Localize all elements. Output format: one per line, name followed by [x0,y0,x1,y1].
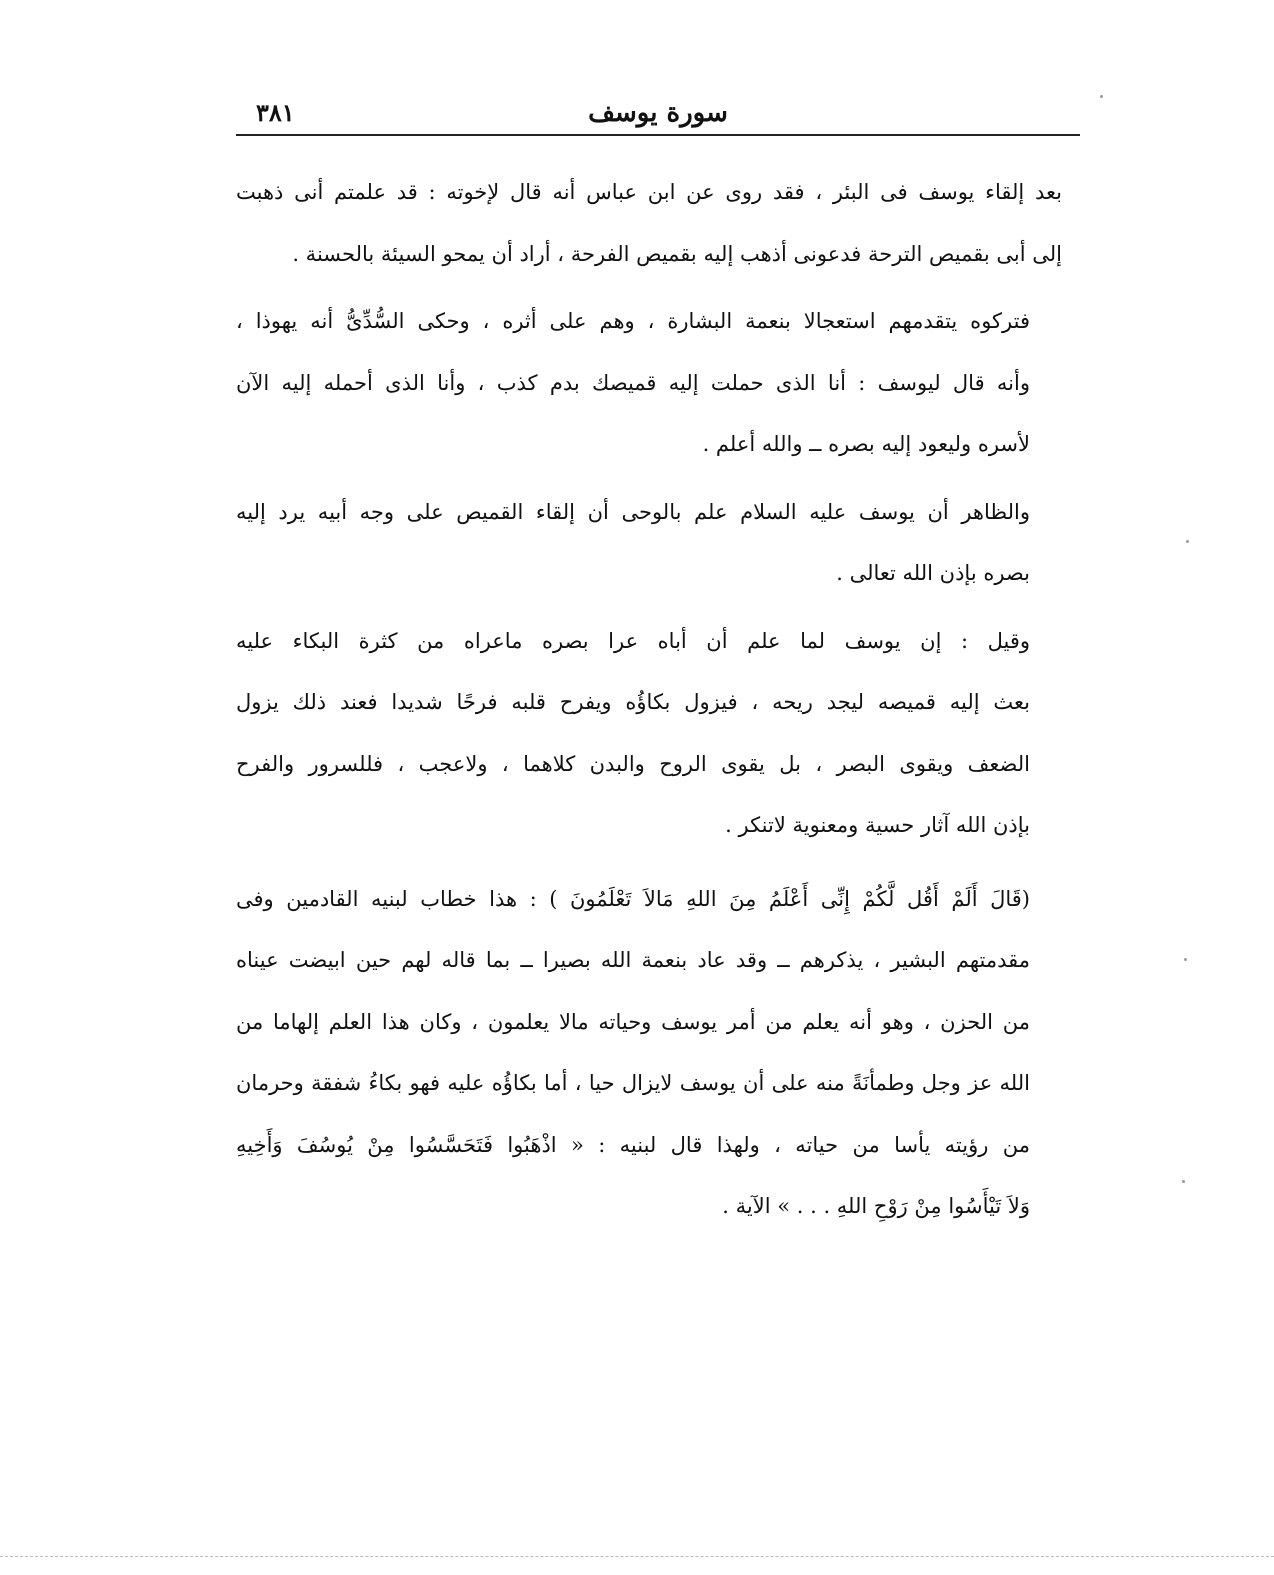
text-line: فتركوه يتقدمهم استعجالا بنعمة البشارة ، وهم على أثره ، وحكى السُّدِّىُّ أنه يهوذا ، [236,309,1030,333]
text-line: مقدمتهم البشير ، يذكرهم ــ وقد عاد بنعمة الله بصيرا ــ بما قاله لهم حين ابيضت عيناه [236,948,1030,972]
text-line: بعد إلقاء يوسف فى البئر ، فقد روى عن ابن عباس أنه قال لإخوته : قد علمتم أنى ذهبت [236,180,1062,204]
page-header [236,92,1080,140]
header-divider [236,134,1080,136]
text-line: بعث إليه قميصه ليجد ريحه ، فيزول بكاؤُه ويفرح قلبه فرحًا شديدا فعند ذلك يزول [236,690,1030,714]
text-line: الله عز وجل وطمأنَةً منه على أن يوسف لايزال حيا ، أما بكاؤُه عليه فهو بكاءُ شفقة وحرمان [236,1071,1030,1095]
text-line: من الحزن ، وهو أنه يعلم من أمر يوسف وحياته مالا يعلمون ، وكان هذا العلم إلهاما من [236,1009,1030,1034]
page-title: سورة يوسف [588,98,728,128]
text-line: إلى أبى بقميص الترحة فدعونى أذهب إليه بقميص الفرحة ، أراد أن يمحو السيئة بالحسنة . [292,241,1062,266]
text-line: بإذن الله آثار حسية ومعنوية لاتنكر . [725,813,1030,837]
paragraph-4 [236,611,1062,857]
text-line: وأنه قال ليوسف : أنا الذى حملت إليه قميصك بدم كذب ، وأنا الذى أحمله إليه الآن [236,370,1030,395]
paragraph-3 [236,482,1062,605]
paragraph-1 [236,162,1062,285]
text-line: لأسره وليعود إليه بصره ــ والله أعلم . [702,432,1030,456]
scan-edge-line [0,1556,1274,1557]
text-line: من رؤيته يأسا من حياته ، ولهذا قال لبنيه : « اذْهَبُوا فَتَحَسَّسُوا مِنْ يُوسُفَ وَأَخِيهِ [236,1132,1030,1157]
text-line: وقيل : إن يوسف لما علم أن أباه عرا بصره ماعراه من كثرة البكاء عليه [236,628,1030,653]
text-line: وَلاَ تَيْأَسُوا مِنْ رَوْحِ اللهِ . . . » الآية . [722,1194,1030,1218]
body-text [236,162,1062,1244]
scan-speck [1100,95,1103,98]
text-line: (قَالَ أَلَمْ أَقُل لَّكُمْ إِنِّى أَعْلَمُ مِنَ اللهِ مَالاَ تَعْلَمُونَ ) : هذا خطاب لبنيه القادمين وفى [236,886,1030,911]
paragraph-2 [236,291,1062,476]
text-line: بصره بإذن الله تعالى . [836,561,1030,585]
scan-speck [1182,1180,1185,1183]
scan-speck [1186,540,1189,543]
text-line: والظاهر أن يوسف عليه السلام علم بالوحى أن إلقاء القميص على وجه أبيه يرد إليه [236,499,1030,524]
page-number: ٣٨١ [256,98,295,127]
text-line: الضعف ويقوى البصر ، بل يقوى الروح والبدن كلاهما ، ولاعجب ، فللسرور والفرح [236,751,1030,776]
paragraph-5 [236,869,1062,1238]
scan-speck [1184,958,1187,961]
